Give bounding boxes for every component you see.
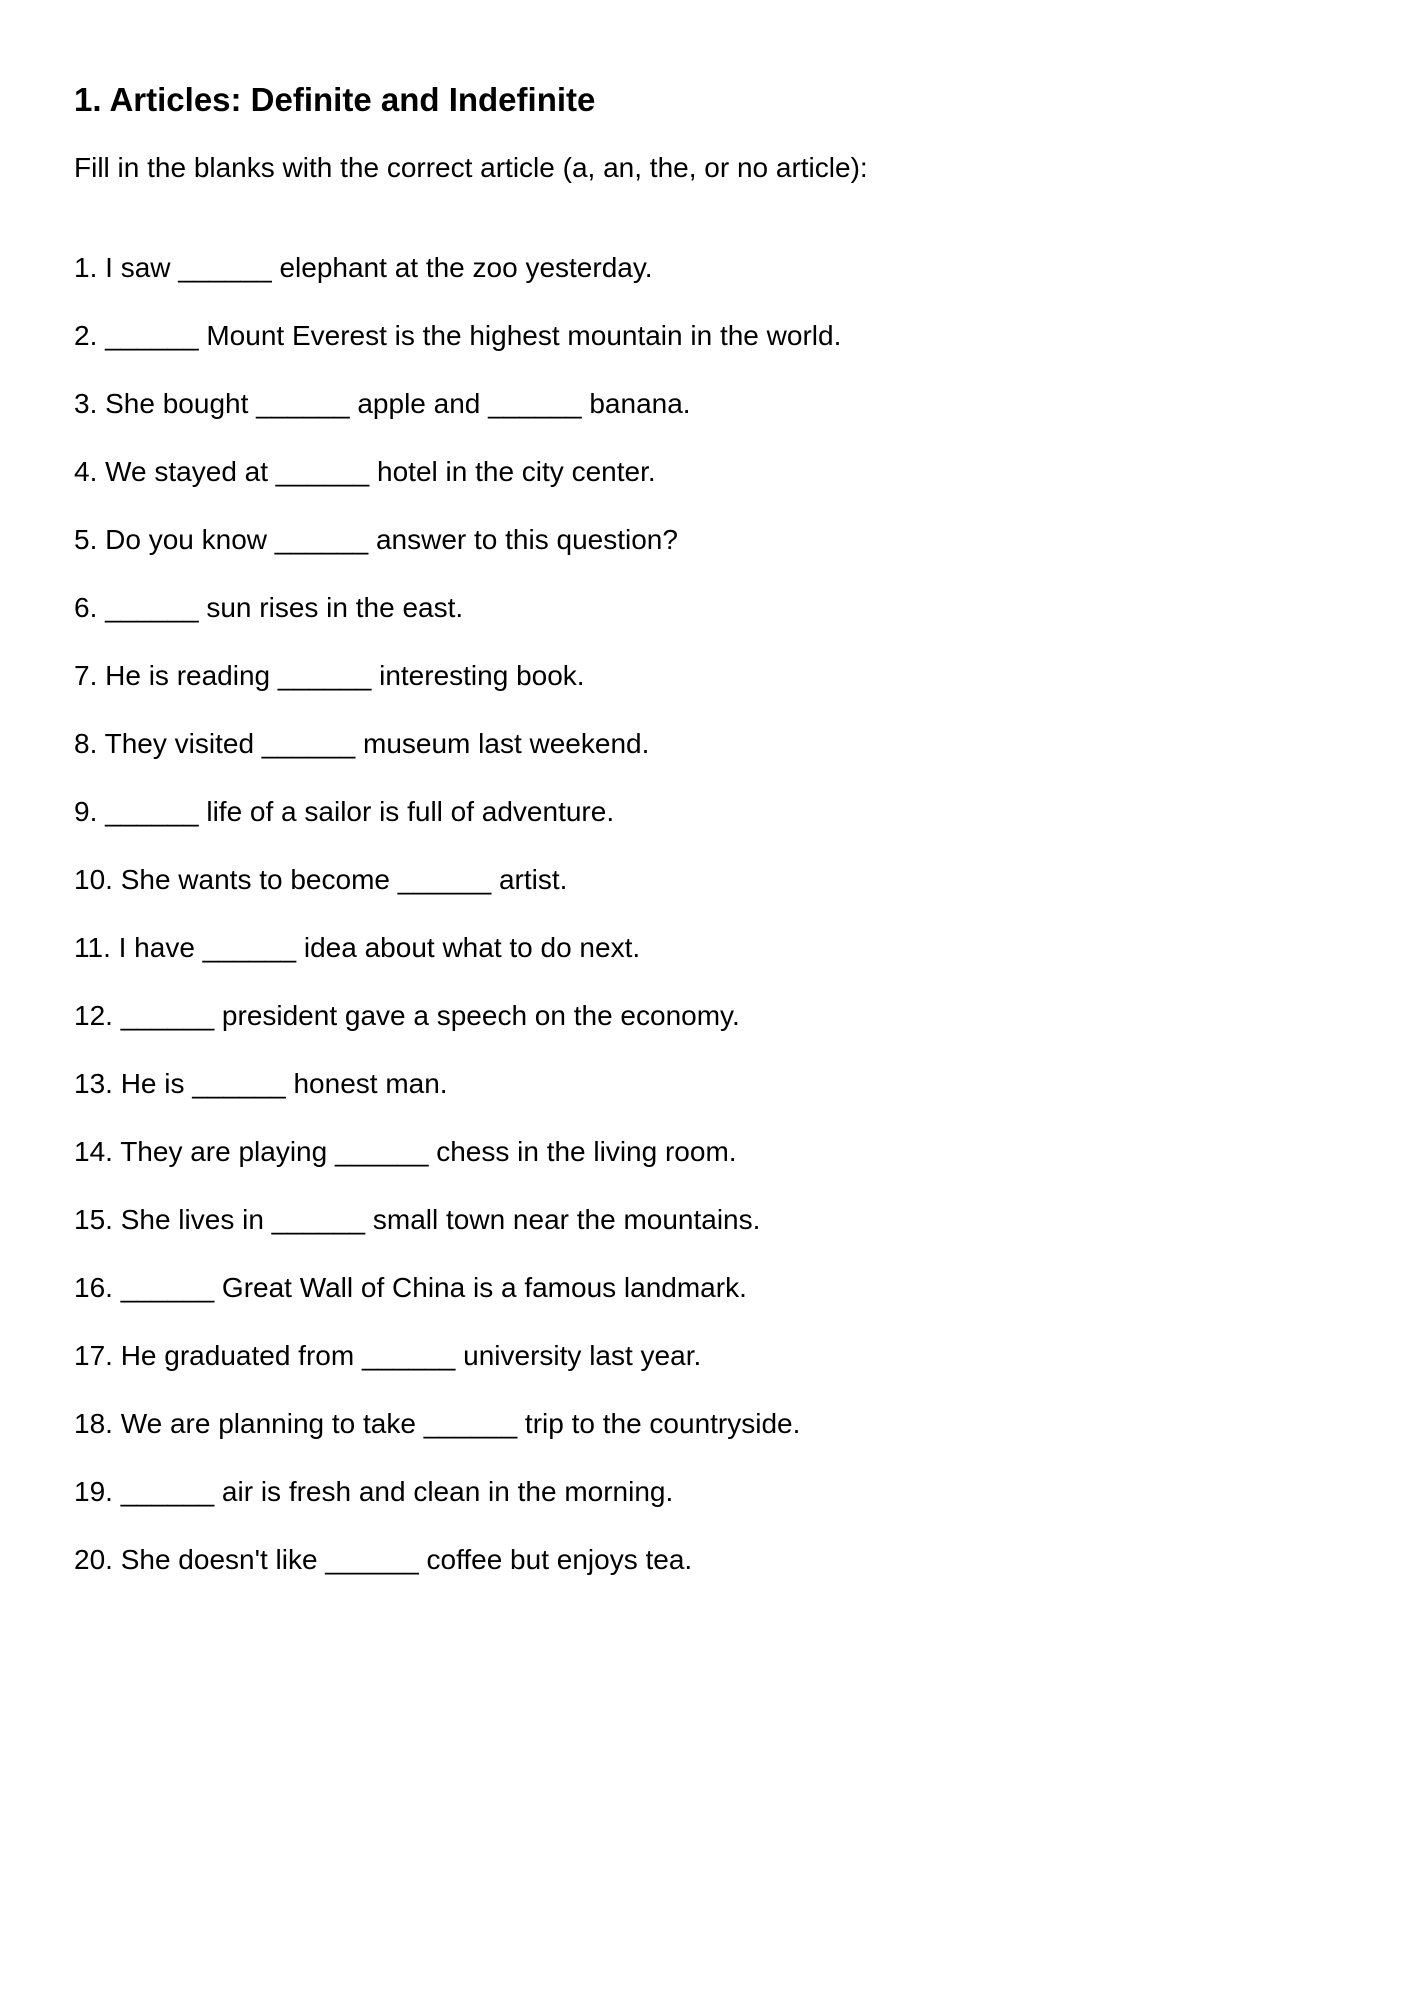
question-6: 6. ______ sun rises in the east. — [74, 592, 464, 623]
question-10: 10. She wants to become ______ artist. — [74, 864, 568, 895]
question-13: 13. He is ______ honest man. — [74, 1068, 448, 1099]
question-8: 8. They visited ______ museum last weekend. — [74, 728, 650, 759]
question-11: 11. I have ______ idea about what to do next. — [74, 932, 641, 963]
question-18: 18. We are planning to take ______ trip to the countryside. — [74, 1408, 801, 1439]
question-9: 9. ______ life of a sailor is full of adventure. — [74, 796, 615, 827]
question-7: 7. He is reading ______ interesting book. — [74, 660, 585, 691]
question-list — [74, 250, 841, 1610]
question-16: 16. ______ Great Wall of China is a famous landmark. — [74, 1272, 747, 1303]
question-17: 17. He graduated from ______ university last year. — [74, 1340, 702, 1371]
question-20: 20. She doesn't like ______ coffee but enjoys tea. — [74, 1544, 693, 1575]
question-4: 4. We stayed at ______ hotel in the city center. — [74, 456, 656, 487]
page-title: 1. Articles: Definite and Indefinite — [74, 81, 596, 118]
question-1: 1. I saw ______ elephant at the zoo yesterday. — [74, 252, 653, 283]
instructions: Fill in the blanks with the correct article (a, an, the, or no article): — [74, 152, 868, 183]
question-12: 12. ______ president gave a speech on the economy. — [74, 1000, 740, 1031]
question-2: 2. ______ Mount Everest is the highest mountain in the world. — [74, 320, 842, 351]
question-15: 15. She lives in ______ small town near the mountains. — [74, 1204, 761, 1235]
question-19: 19. ______ air is fresh and clean in the morning. — [74, 1476, 674, 1507]
question-5: 5. Do you know ______ answer to this question? — [74, 524, 678, 555]
question-14: 14. They are playing ______ chess in the living room. — [74, 1136, 737, 1167]
question-3: 3. She bought ______ apple and ______ banana. — [74, 388, 691, 419]
